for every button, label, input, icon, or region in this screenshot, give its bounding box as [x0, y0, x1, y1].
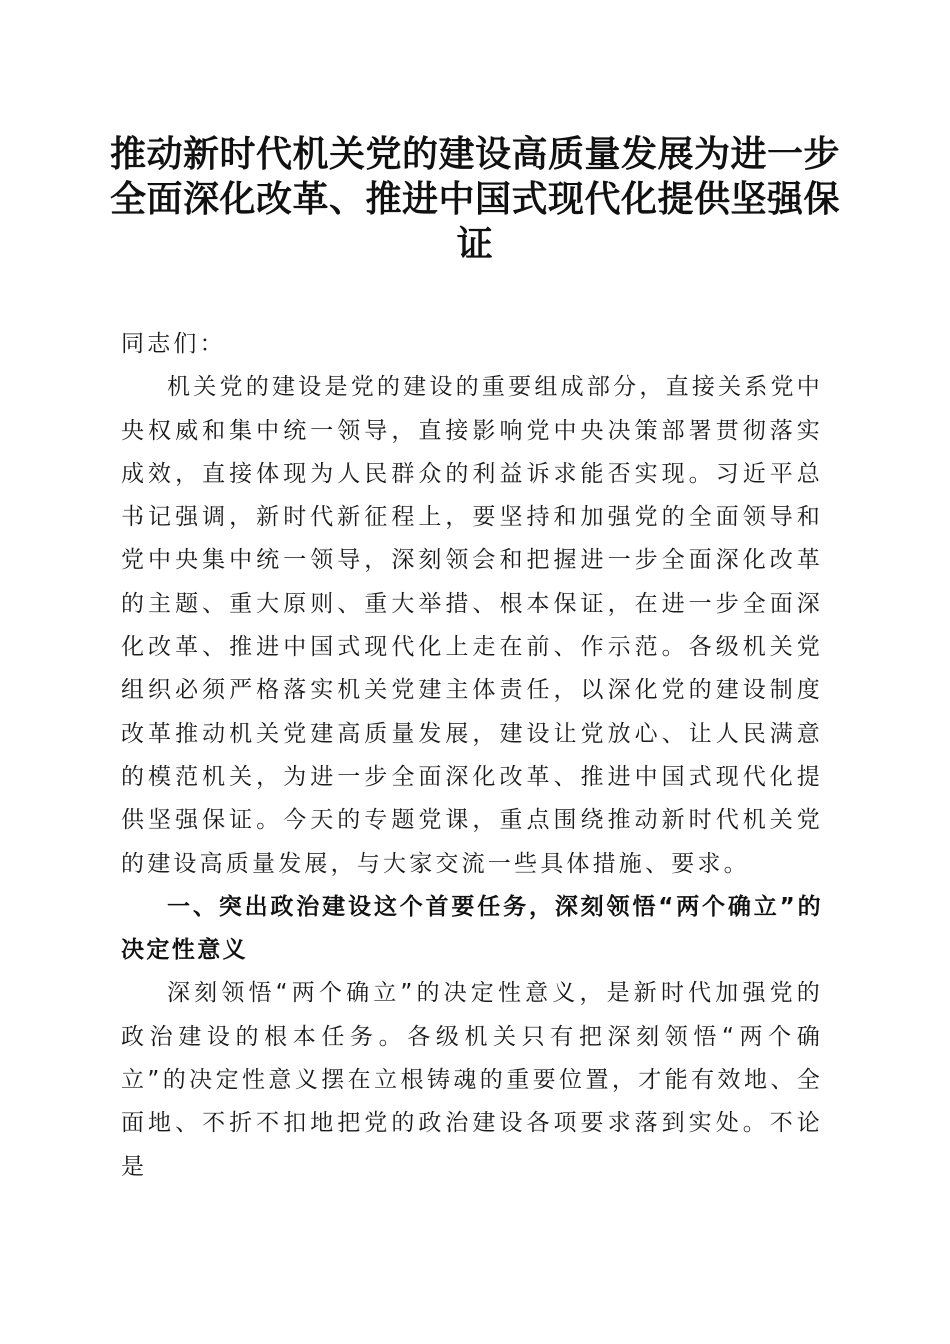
section-1-heading: 一、突出政治建设这个首要任务，深刻领悟“两个确立”的决定性意义: [121, 893, 823, 964]
document-body: [121, 323, 823, 1189]
intro-paragraph: 机关党的建设是党的建设的重要组成部分，直接关系党中央权威和集中统一领导，直接影响党中央决策部署贯彻落实成效，直接体现为人民群众的利益诉求能否实现。习近平总书记强调，新时代新征程上，要坚持和加强党的全面领导和党中央集中统一领导，深刻领会和把握进一步全面深化改革的主题、重大原则、重大举措、根本保证，在进一步全面深化改革、推进中国式现代化上走在前、作示范。各级机关党组织必须严格落实机关党建主体责任，以深化党的建设制度改革推动机关党建高质量发展，建设让党放心、让人民满意的模范机关，为进一步全面深化改革、推进中国式现代化提供坚强保证。今天的专题党课，重点围绕推动新时代机关党的建设高质量发展，与大家交流一些具体措施、要求。: [121, 374, 823, 877]
salutation: 同志们：: [121, 331, 226, 357]
section-1-paragraph: 深刻领悟“两个确立”的决定性意义，是新时代加强党的政治建设的根本任务。各级机关只有把深刻领悟“两个确立”的决定性意义摆在立根铸魂的重要位置，才能有效地、全面地、不折不扣地把党的政治建设各项要求落到实处。不论是: [121, 980, 823, 1180]
document-title: 推动新时代机关党的建设高质量发展为进一步全面深化改革、推进中国式现代化提供坚强保证: [110, 133, 841, 265]
